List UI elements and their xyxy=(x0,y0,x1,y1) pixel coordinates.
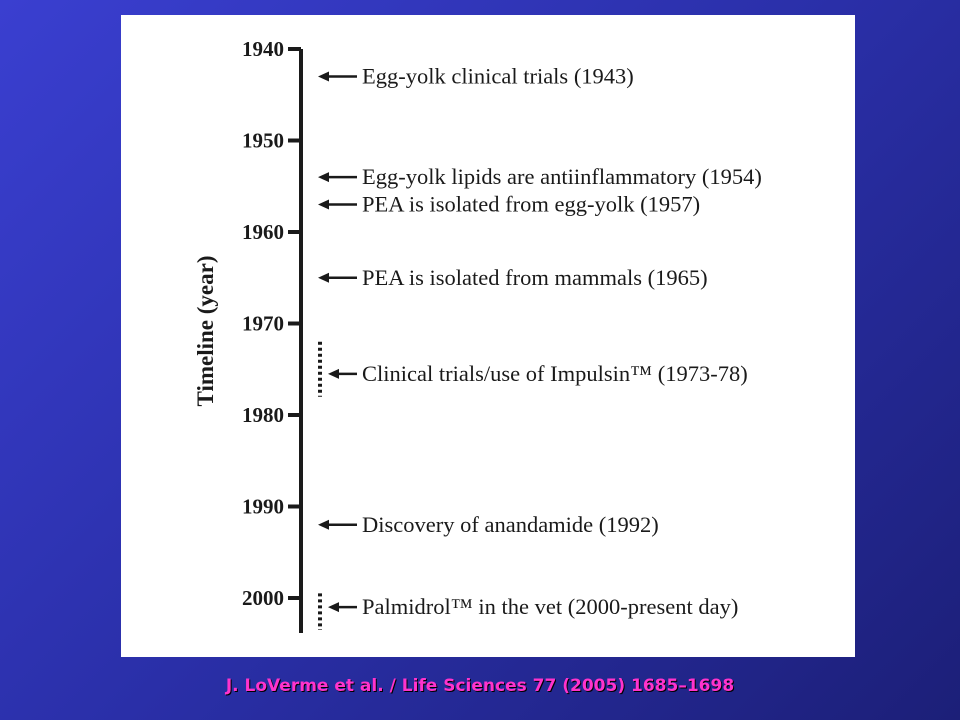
arrowhead-icon xyxy=(328,602,339,612)
year-label: 1950 xyxy=(242,128,284,153)
year-label: 2000 xyxy=(242,586,284,610)
event-label: Egg-yolk clinical trials (1943) xyxy=(362,63,634,89)
arrowhead-icon xyxy=(318,172,329,182)
timeline-event xyxy=(320,342,748,397)
timeline-event xyxy=(318,63,634,88)
timeline-event xyxy=(318,192,700,217)
arrowhead-icon xyxy=(318,71,329,81)
year-label: 1970 xyxy=(242,311,284,336)
timeline-figure xyxy=(121,15,855,657)
timeline-events xyxy=(318,63,762,630)
event-label: Palmidrol™ in the vet (2000-present day) xyxy=(362,594,739,620)
arrowhead-icon xyxy=(318,520,329,530)
timeline-event xyxy=(320,593,738,630)
year-label: 1960 xyxy=(242,220,284,244)
arrowhead-icon xyxy=(318,273,329,283)
year-label: 1990 xyxy=(242,494,284,519)
arrowhead-icon xyxy=(328,369,339,379)
timeline-event xyxy=(318,512,659,537)
year-label: 1940 xyxy=(242,37,284,61)
event-label: Clinical trials/use of Impulsin™ (1973-78) xyxy=(362,360,748,386)
year-ticks xyxy=(217,37,301,657)
year-label: 1980 xyxy=(242,403,284,427)
arrowhead-icon xyxy=(318,200,329,210)
event-label: Discovery of anandamide (1992) xyxy=(362,511,659,537)
timeline-diagram xyxy=(121,15,855,657)
axis-title: Timeline (year) xyxy=(193,255,218,407)
event-label: PEA is isolated from egg-yolk (1957) xyxy=(362,191,701,217)
timeline-event xyxy=(318,164,762,189)
event-label: PEA is isolated from mammals (1965) xyxy=(362,264,708,290)
timeline-event xyxy=(318,265,708,290)
citation: J. LoVerme et al. / Life Sciences 77 (2005) 1685–1698 xyxy=(225,676,735,696)
event-label: Egg-yolk lipids are antiinflammatory (1954) xyxy=(362,164,762,190)
